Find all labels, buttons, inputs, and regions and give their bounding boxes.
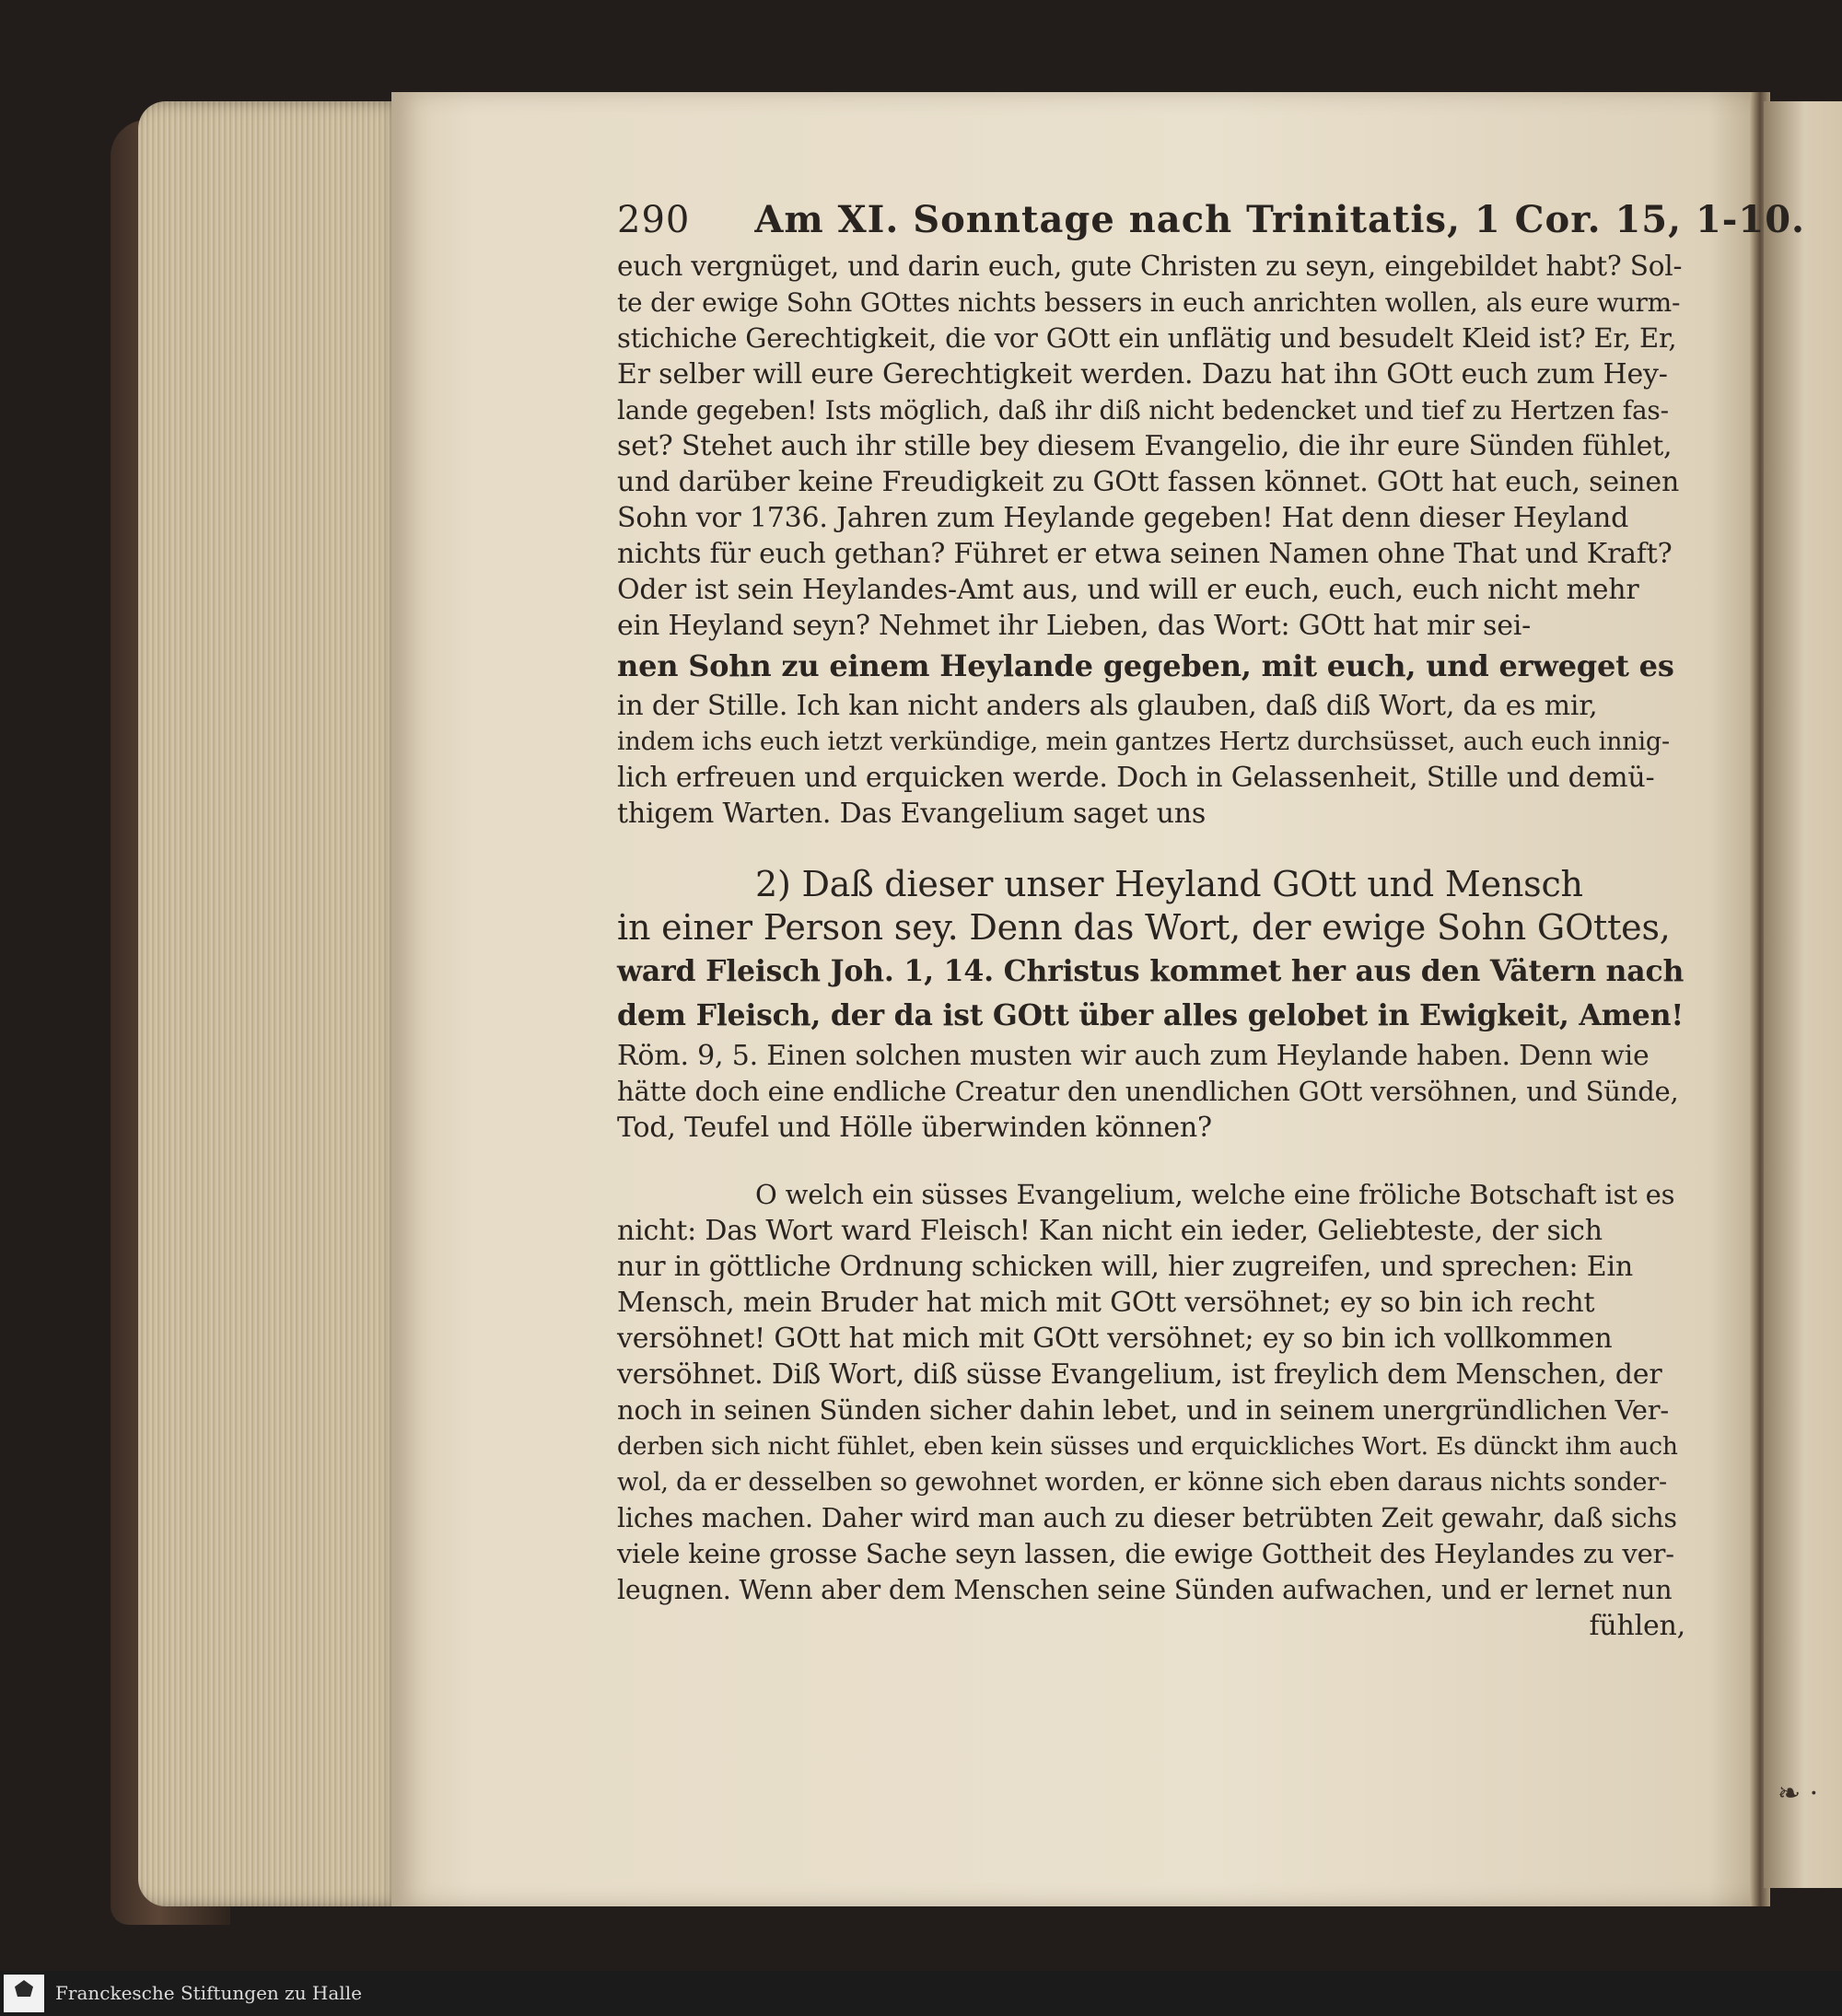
text-line: versöhnet! GOtt hat mich mit GOtt versöhnet; ey so bin ich vollkommen <box>617 1323 1613 1355</box>
text-line: Sohn vor 1736. Jahren zum Heylande gegeben! Hat denn dieser Heyland <box>617 502 1629 534</box>
text-line: viele keine grosse Sache seyn lassen, die ewige Gottheit des Heylandes zu ver- <box>617 1538 1674 1569</box>
text-line: Er selber will eure Gerechtigkeit werden. Dazu hat ihn GOtt euch zum Hey- <box>617 358 1668 390</box>
text-line: O welch ein süsses Evangelium, welche eine fröliche Botschaft ist es <box>755 1179 1675 1210</box>
institution-name: Franckesche Stiftungen zu Halle <box>55 1982 362 2004</box>
page-edges <box>138 101 405 1906</box>
text-line: ein Heyland seyn? Nehmet ihr Lieben, das Wort: GOtt hat mir sei- <box>617 610 1532 642</box>
running-head-title: Am XI. Sonntage nach Trinitatis, 1 Cor. 15, 1-10. <box>754 198 1805 241</box>
text-line: indem ichs euch ietzt verkündige, mein gantzes Hertz durchsüsset, auch euch innig- <box>617 728 1670 756</box>
text-line: set? Stehet auch ihr stille bey diesem Evangelio, die ihr eure Sünden fühlet, <box>617 430 1673 462</box>
text-line: Tod, Teufel und Hölle überwinden können? <box>617 1112 1212 1144</box>
text-line-emphasis: ward Fleisch Joh. 1, 14. Christus kommet her aus den Vätern nach <box>617 954 1685 988</box>
text-line: liches machen. Daher wird man auch zu dieser betrübten Zeit gewahr, daß sichs <box>617 1503 1677 1533</box>
viewer-footer <box>0 1971 1842 2016</box>
text-line: leugnen. Wenn aber dem Menschen seine Sünden aufwachen, und er lernet nun <box>617 1575 1673 1605</box>
text-line: Oder ist sein Heylandes-Amt aus, und will er euch, euch, euch nicht mehr <box>617 574 1639 606</box>
text-line: in der Stille. Ich kan nicht anders als glauben, daß diß Wort, da es mir, <box>617 690 1598 722</box>
text-line: nur in göttliche Ordnung schicken will, hier zugreifen, und sprechen: Ein <box>617 1251 1633 1283</box>
section-heading: 2) Daß dieser unser Heyland GOtt und Mensch <box>755 864 1583 904</box>
text-line: nicht: Das Wort ward Fleisch! Kan nicht ein ieder, Geliebteste, der sich <box>617 1215 1603 1247</box>
text-line: stichiche Gerechtigkeit, die vor GOtt ein unflätig und besudelt Kleid ist? Er, Er, <box>617 322 1677 354</box>
catchword: fühlen, <box>1589 1610 1685 1642</box>
text-line-emphasis: dem Fleisch, der da ist GOtt über alles gelobet in Ewigkeit, Amen! <box>617 998 1684 1032</box>
ink-mark: ❧ · <box>1778 1777 1819 1810</box>
section-heading-line: in einer Person sey. Denn das Wort, der ewige Sohn GOttes, <box>617 907 1671 948</box>
text-line: und darüber keine Freudigkeit zu GOtt fassen könnet. GOtt hat euch, seinen <box>617 466 1680 498</box>
facing-page <box>1764 101 1842 1888</box>
page-number: 290 <box>617 199 691 241</box>
institution-logo <box>4 1975 44 2012</box>
text-line: versöhnet. Diß Wort, diß süsse Evangelium, ist freylich dem Menschen, der <box>617 1358 1662 1391</box>
text-line: derben sich nicht fühlet, eben kein süsses und erquickliches Wort. Es dünckt ihm auch <box>617 1432 1678 1461</box>
text-line: Röm. 9, 5. Einen solchen musten wir auch zum Heylande haben. Denn wie <box>617 1040 1650 1072</box>
text-line: lich erfreuen und erquicken werde. Doch in Gelassenheit, Stille und demü- <box>617 762 1655 794</box>
text-line: nichts für euch gethan? Führet er etwa seinen Namen ohne That und Kraft? <box>617 538 1673 570</box>
text-line: noch in seinen Sünden sicher dahin lebet, und in seinem unergründlichen Ver- <box>617 1394 1669 1426</box>
section-gap <box>617 832 1685 863</box>
crest-icon <box>15 1980 33 1997</box>
text-line: thigem Warten. Das Evangelium saget uns <box>617 798 1207 830</box>
text-line: te der ewige Sohn GOttes nichts bessers in euch anrichten wollen, als eure wurm- <box>617 287 1681 318</box>
page-text <box>617 198 1805 1644</box>
running-head <box>617 198 1805 241</box>
text-line-emphasis: nen Sohn zu einem Heylande gegeben, mit euch, und erweget es <box>617 648 1674 683</box>
text-line: hätte doch eine endliche Creatur den unendlichen GOtt versöhnen, und Sünde, <box>617 1076 1679 1107</box>
text-line: Mensch, mein Bruder hat mich mit GOtt versöhnet; ey so bin ich recht <box>617 1287 1595 1319</box>
text-line: lande gegeben! Ists möglich, daß ihr diß nicht bedencket und tief zu Hertzen fas- <box>617 395 1669 425</box>
text-line: euch vergnüget, und darin euch, gute Christen zu seyn, eingebildet habt? Sol- <box>617 251 1683 282</box>
paragraph-gap <box>617 1146 1685 1177</box>
text-line: wol, da er desselben so gewohnet worden, er könne sich eben daraus nichts sonder- <box>617 1468 1667 1497</box>
